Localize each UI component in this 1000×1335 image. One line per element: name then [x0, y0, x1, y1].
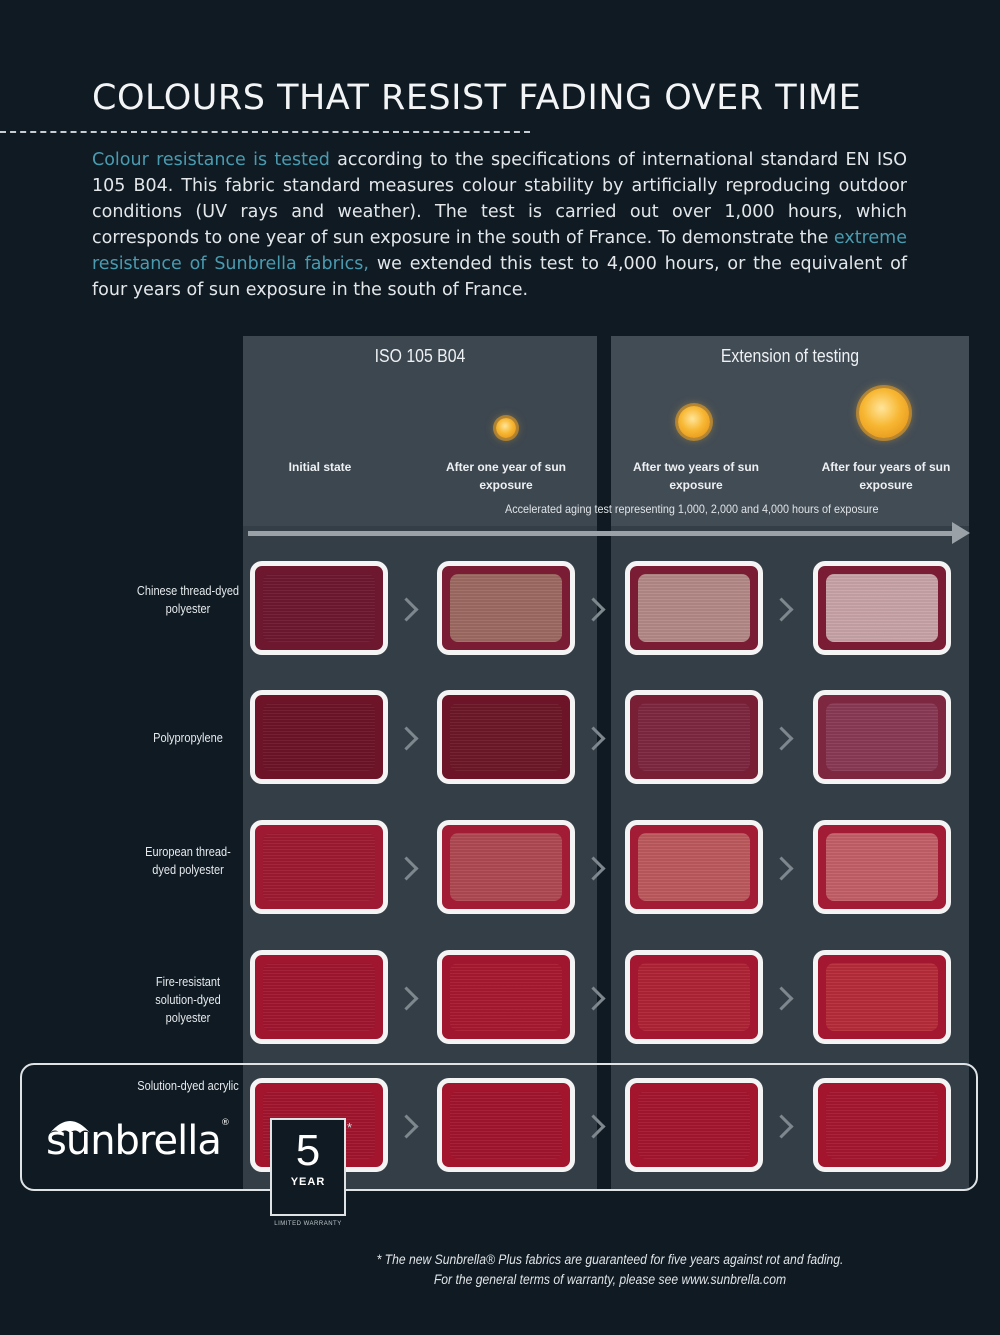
intro-text-1: according to the specifications of international standard EN ISO 105 B04. This fabric standard measures colour stability by artificially reproducing outdoor conditions (UV rays and weather). The test is carried out over 1,000 hours, which corresponds to one year of sun exposure in the south of France. To demonstrate the — [92, 150, 907, 248]
sun-icon-large — [859, 388, 909, 438]
fabric-swatch — [813, 690, 951, 784]
fabric-swatch — [250, 820, 388, 914]
asterisk-mark: * — [347, 1120, 353, 1135]
sunbrella-logo — [46, 1118, 229, 1164]
fabric-swatch — [437, 820, 575, 914]
row-label: European thread-dyed polyester — [145, 845, 231, 877]
fabric-swatch — [437, 950, 575, 1044]
row-label: Solution-dyed acrylic — [137, 1079, 239, 1093]
column-label-four-years: After four years of sun exposure — [821, 460, 951, 492]
fabric-swatch — [250, 690, 388, 784]
fabric-swatch-color — [638, 574, 750, 642]
warranty-number: 5 — [295, 1126, 321, 1175]
fabric-swatch — [625, 820, 763, 914]
intro-highlight-1: Colour resistance is tested — [92, 150, 330, 170]
row-label: Fire-resistant solution-dyed polyester — [155, 975, 221, 1025]
timeline-arrow-head-icon — [952, 522, 970, 544]
column-label-initial: Initial state — [288, 460, 352, 474]
group-label-iso: ISO 105 B04 — [374, 346, 466, 366]
fabric-swatch-color — [826, 703, 938, 771]
fabric-swatch-color — [826, 574, 938, 642]
warranty-year: YEAR — [290, 1176, 326, 1188]
sun-icon-medium — [678, 406, 710, 438]
warranty-badge — [270, 1118, 346, 1216]
fabric-swatch — [437, 690, 575, 784]
fabric-swatch — [250, 950, 388, 1044]
fabric-swatch-color — [638, 833, 750, 901]
group-label-extension: Extension of testing — [720, 346, 860, 366]
dashed-divider — [0, 131, 530, 133]
footnote-line-1: * The new Sunbrella® Plus fabrics are guaranteed for five years against rot and fading. — [376, 1252, 844, 1267]
fabric-swatch-color — [263, 574, 375, 642]
fabric-swatch — [625, 690, 763, 784]
warranty-subtitle: LIMITED WARRANTY — [274, 1221, 342, 1227]
column-label-one-year: After one year of sun exposure — [445, 460, 567, 492]
intro-highlight-2: extreme resistance of Sunbrella fabrics, — [92, 228, 907, 274]
aging-caption: Accelerated aging test representing 1,000, 2,000 and 4,000 hours of exposure — [505, 502, 879, 516]
fabric-swatch-color — [826, 833, 938, 901]
fabric-swatch-color — [450, 833, 562, 901]
fabric-swatch-color — [450, 574, 562, 642]
sun-icon-small — [496, 418, 516, 438]
fabric-swatch — [437, 561, 575, 655]
fabric-swatch-color — [450, 703, 562, 771]
sunbrella-logo-text: sunbrella — [46, 1118, 221, 1164]
fabric-swatch-color — [263, 703, 375, 771]
fabric-swatch — [813, 950, 951, 1044]
footnote-line-2: For the general terms of warranty, please see www.sunbrella.com — [433, 1272, 787, 1287]
fabric-swatch-color — [638, 963, 750, 1031]
fabric-swatch — [813, 561, 951, 655]
row-label: Chinese thread-dyed polyester — [136, 584, 240, 616]
page-title: COLOURS THAT RESIST FADING OVER TIME — [92, 78, 862, 118]
fabric-swatch — [625, 950, 763, 1044]
fabric-swatch — [813, 820, 951, 914]
row-label: Polypropylene — [153, 731, 223, 745]
footnote — [331, 1250, 889, 1290]
intro-paragraph — [92, 147, 907, 303]
timeline-arrow-line — [248, 531, 958, 536]
fabric-swatch-color — [263, 833, 375, 901]
fabric-swatch — [625, 561, 763, 655]
fabric-swatch-color — [826, 963, 938, 1031]
fabric-swatch-color — [638, 703, 750, 771]
column-label-two-years: After two years of sun exposure — [632, 460, 760, 492]
fabric-swatch-color — [450, 963, 562, 1031]
fabric-swatch — [250, 561, 388, 655]
fabric-swatch-color — [263, 963, 375, 1031]
registered-mark: ® — [220, 1118, 229, 1128]
intro-text-2: we extended this test to 4,000 hours, or the equivalent of four years of sun exposure in the south of France. — [92, 254, 907, 300]
